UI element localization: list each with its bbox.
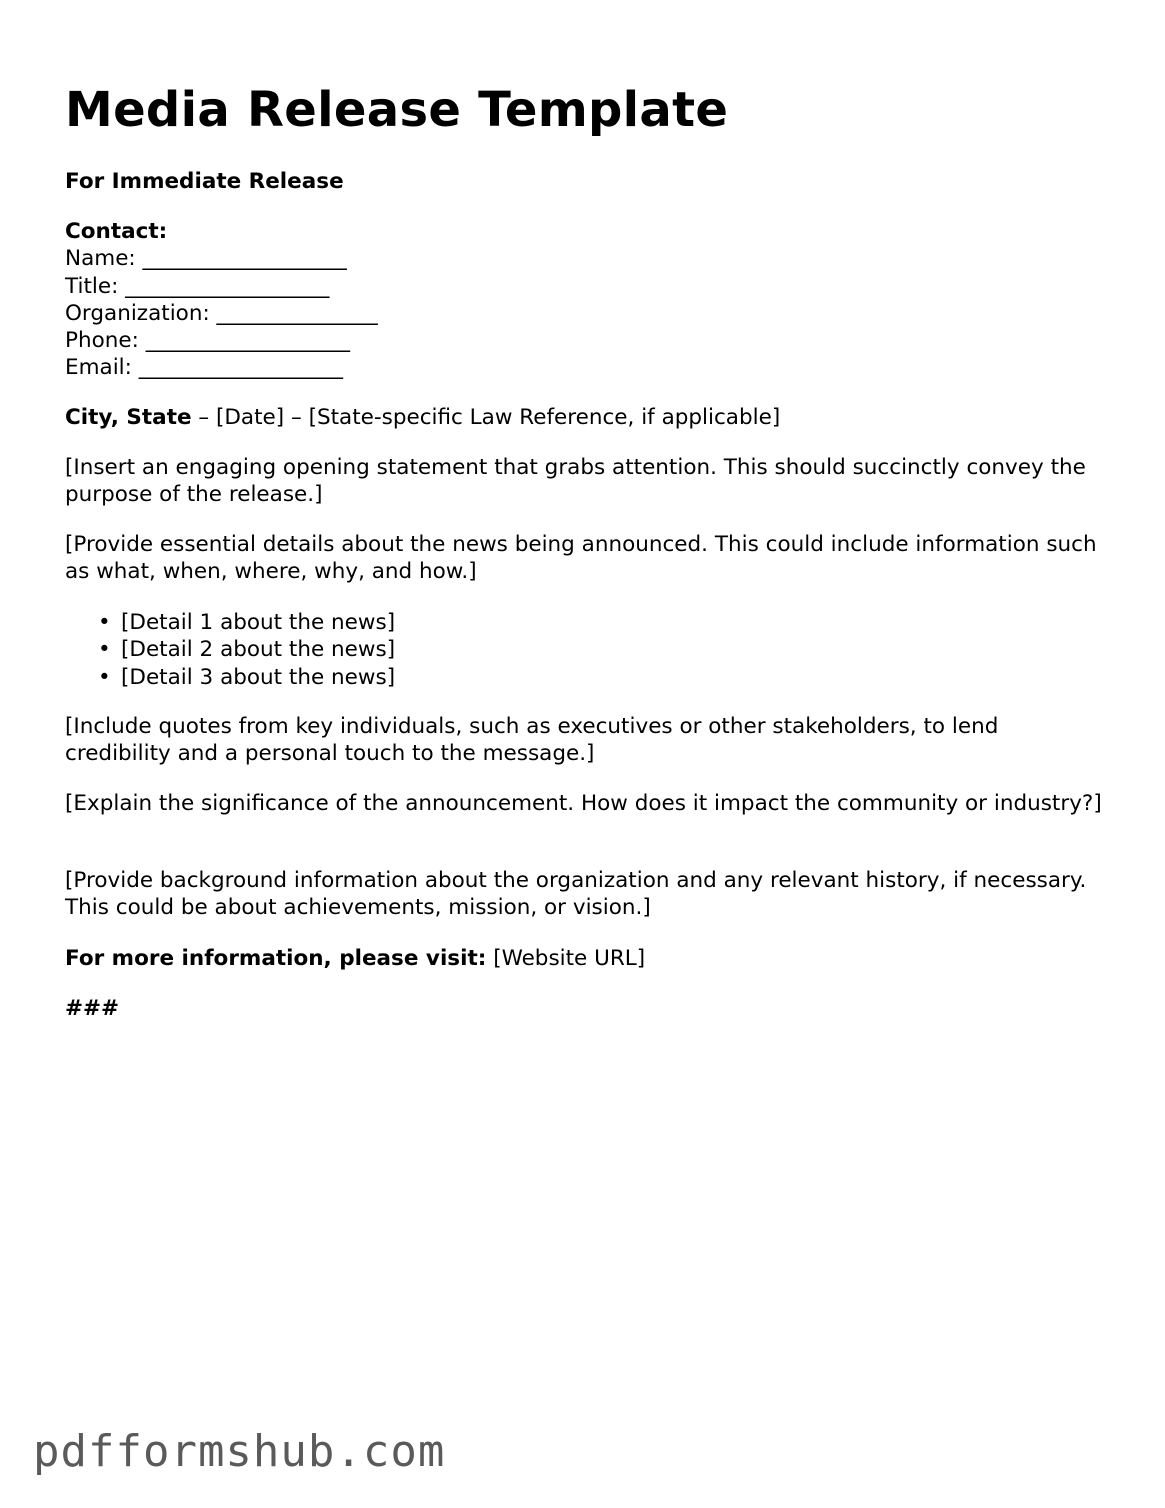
details-list bbox=[65, 609, 395, 691]
page-title: Media Release Template bbox=[65, 82, 729, 138]
contact-heading: Contact: bbox=[65, 219, 168, 244]
significance-paragraph: [Explain the significance of the announcement. How does it impact the community or industry?] bbox=[65, 791, 1102, 816]
quotes-paragraph: [Include quotes from key individuals, such as executives or other stakeholders, to lend credibility and a personal touch to the message.] bbox=[65, 714, 999, 767]
contact-section bbox=[65, 218, 378, 382]
details-intro-paragraph: [Provide essential details about the news being announced. This could include information such as what, when, where, why, and how.] bbox=[65, 532, 1097, 585]
title-blank: ___________________ bbox=[125, 273, 330, 299]
list-item: • [Detail 1 about the news] bbox=[98, 610, 396, 635]
end-mark: ### bbox=[65, 996, 120, 1021]
bullet-icon: • bbox=[98, 610, 111, 635]
list-item: • [Detail 2 about the news] bbox=[98, 637, 396, 663]
phone-blank: ___________________ bbox=[145, 328, 350, 354]
website-url: [Website URL] bbox=[486, 946, 646, 971]
contact-field-phone: Phone: ___________________ bbox=[65, 328, 350, 354]
dateline-location: City, State bbox=[65, 405, 192, 430]
bullet-icon: • bbox=[98, 637, 111, 663]
site-watermark: pdfformshub.com bbox=[33, 1426, 446, 1477]
contact-field-name: Name: ___________________ bbox=[65, 246, 347, 272]
opening-paragraph: [Insert an engaging opening statement that grabs attention. This should succinctly convey the purpose of the release.] bbox=[65, 455, 1086, 508]
contact-field-organization: Organization: _______________ bbox=[65, 300, 378, 326]
bullet-icon: • bbox=[98, 664, 111, 690]
background-paragraph: [Provide background information about the organization and any relevant history, if necessary. This could be about achievements, mission, or vision.] bbox=[65, 868, 1087, 921]
release-line: For Immediate Release bbox=[65, 169, 344, 194]
more-info-label: For more information, please visit: bbox=[65, 946, 487, 971]
more-info-line bbox=[65, 945, 645, 972]
organization-blank: _______________ bbox=[216, 300, 378, 326]
email-blank: ___________________ bbox=[138, 355, 343, 381]
dateline-rest: – [Date] – [State-specific Law Reference, if applicable] bbox=[191, 405, 781, 430]
contact-field-email: Email: ___________________ bbox=[65, 355, 343, 381]
name-blank: ___________________ bbox=[142, 246, 347, 272]
contact-field-title: Title: ___________________ bbox=[65, 273, 330, 299]
list-item: • [Detail 3 about the news] bbox=[98, 664, 396, 690]
dateline bbox=[65, 404, 780, 431]
